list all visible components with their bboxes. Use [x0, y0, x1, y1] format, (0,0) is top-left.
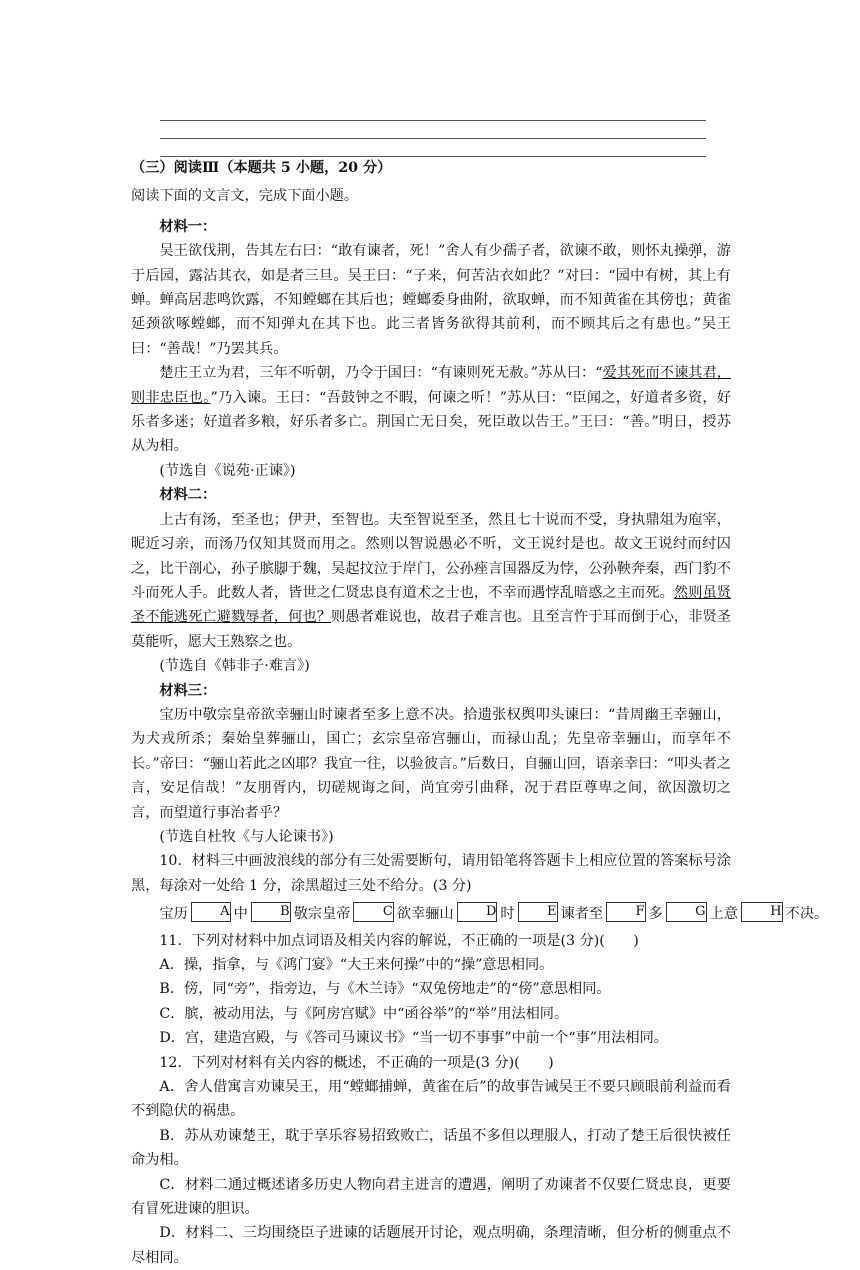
- break-box-g[interactable]: G: [666, 902, 707, 922]
- question-12-stem: 12．下列对材料有关内容的概述，不正确的一项是(3 分)( ): [159, 1054, 554, 1071]
- material2-para1: 上古有汤，至圣也；伊尹，至智也。夫至智说至圣，然且七十说而不受，身执鼎俎为庖宰，昵近习亲，而汤乃仅知其贤而用之。然则以智说愚必不听，文王说纣是也。故文王说纣而纣囚之，比干剖心，孙子膑脚于魏，吴起抆泣于岸门，公孙痤言国器反为悖，公孙鞅奔秦，西门豹不斗而死人手。此数人者，皆世之仁贤忠良有道术之士也，不幸而遇悖乱暗惑之主而死。然则虽贤圣不能逃死亡避戮辱者，何也？则愚者难说也，故君子难言也。且至言忤于耳而倒于心，非贤圣莫能听，愿大王熟察之也。: [131, 511, 731, 650]
- dotted-word: 操: [673, 243, 689, 260]
- material1-label: 材料一：: [159, 218, 217, 235]
- question-12-option-b[interactable]: B．苏从劝谏楚王，耽于享乐容易招致败亡，话虽不多但以理服人，打动了楚王后很快被任命为相。: [131, 1127, 731, 1169]
- question-11-option-d[interactable]: D．宫，建造宫殿，与《答司马谏议书》“当一切不事事”中前一个“事”用法相同。: [159, 1030, 668, 1047]
- question-12-option-a[interactable]: A．舍人借寓言劝谏吴王，用“螳螂捕蝉，黄雀在后”的故事告诫吴王不要只顾眼前利益而看不到隐伏的祸患。: [131, 1079, 731, 1120]
- material2-source: (节选自《韩非子·难言》): [159, 658, 310, 675]
- underlined-sentence: 爱其死而不谏其君，则非忠臣也。: [131, 365, 731, 406]
- break-box-c[interactable]: C: [353, 902, 393, 922]
- break-box-a[interactable]: A: [191, 902, 231, 922]
- question-10-stem: 10．材料三中画波浪线的部分有三处需要断句，请用铅笔将答题卡上相应位置的答案标号涂黑，每涂对一处给 1 分，涂黑超过三处不给分。(3 分): [131, 853, 731, 894]
- question-11-option-c[interactable]: C．膑，被动用法，与《阿房宫赋》中“函谷举”的“举”用法相同。: [159, 1005, 569, 1022]
- instruction: 阅读下面的文言文，完成下面小题。: [131, 188, 359, 205]
- question-11-stem: 11．下列对材料中加点词语及相关内容的解说，不正确的一项是(3 分)( ): [159, 932, 639, 949]
- question-12-option-c[interactable]: C．材料二通过概述诸多历史人物向君主进言的遭遇，阐明了劝谏者不仅要仁贤忠良，更要有冒死进谏的胆识。: [131, 1176, 731, 1218]
- answer-line: [160, 138, 706, 139]
- dotted-word: 膑: [259, 560, 274, 577]
- question-10-sentence: 宝历 A 中 B 敬宗皇帝 C 欲幸骊山 D 时 E 谏者至 F 多 G 上意 H 不决。: [159, 904, 829, 923]
- question-11-option-b[interactable]: B．傍，同“旁”，指旁边，与《木兰诗》“双兔傍地走”的“傍”意思相同。: [159, 981, 611, 998]
- material3-label: 材料三：: [159, 682, 217, 699]
- break-box-e[interactable]: E: [518, 902, 558, 922]
- question-11-option-a[interactable]: A．操，指拿，与《鸿门宴》“大王来何操”中的“操”意思相同。: [159, 957, 554, 973]
- material1-para2: 楚庄王立为君，三年不听朝，乃令于国曰：“有谏则死无赦。”苏从曰：“爱其死而不谏其君，则非忠臣也。”乃入谏。王曰：“吾鼓钟之不暇，何谏之听！”苏从曰：“臣闻之，好道者多资，好乐者多迷；好道者多粮，好乐者多亡。荆国亡无日矣，死臣敢以告王。”王曰：“善。”明日，授苏从为相。: [131, 365, 732, 455]
- break-box-b[interactable]: B: [251, 902, 291, 922]
- material2-label: 材料二：: [159, 487, 217, 504]
- underlined-sentence: 然则虽贤圣不能逃死亡避戮辱者，何也？: [131, 584, 731, 626]
- break-box-h[interactable]: H: [741, 902, 783, 922]
- question-12-option-d[interactable]: D．材料二、三均围绕臣子进谏的话题展开讨论，观点明确，条理清晰，但分析的侧重点不尽相同。: [131, 1225, 731, 1266]
- section-heading: （三）阅读Ⅲ（本题共 5 小题，20 分）: [131, 160, 392, 176]
- break-box-d[interactable]: D: [457, 902, 498, 922]
- material1-para1: 吴王欲伐荆，告其左右曰：“敢有谏者，死！”舍人有少孺子者，欲谏不敢，则怀丸操弹，游于后园，露沾其衣，如是者三旦。吴王曰：“子来，何苦沾衣如此？”对曰：“园中有树，其上有蝉。蝉高居悲鸣饮露，不知螳螂在其后也；螳螂委身曲附，欲取蝉，而不知黄雀在其傍也；黄雀延颈欲啄螳螂，而不知弹丸在其下也。此三者皆务欲得其前利，而不顾其后之有患也。”吴王曰：“善哉！”乃罢其兵。: [131, 243, 731, 357]
- reading-section: [131, 156, 829, 1270]
- material3-para1: 宝历中敬宗皇帝欲幸骊山时谏者至多上意不决。拾遗张权舆叩头谏曰：“昔周幽王幸骊山，为犬戎所杀；秦始皇葬骊山，国亡；玄宗皇帝宫骊山，而禄山乱；先皇帝幸骊山，而享年不长。”帝曰：“骊山若此之凶耶？我宜一往，以验彼言。”后数日，自骊山回，语亲幸曰：“叩头者之言，安足信哉！”友朋胥内，切磋规诲之间，尚宜旁引曲释，况于君臣尊卑之间，欲因激切之言，而望道行事治者乎？: [131, 706, 731, 821]
- break-box-f[interactable]: F: [606, 902, 645, 922]
- material3-source: (节选自杜牧《与人论谏书》): [159, 828, 334, 845]
- material1-source: (节选自《说苑·正谏》): [159, 462, 296, 479]
- answer-line: [160, 120, 706, 121]
- dotted-word: 傍: [659, 292, 674, 309]
